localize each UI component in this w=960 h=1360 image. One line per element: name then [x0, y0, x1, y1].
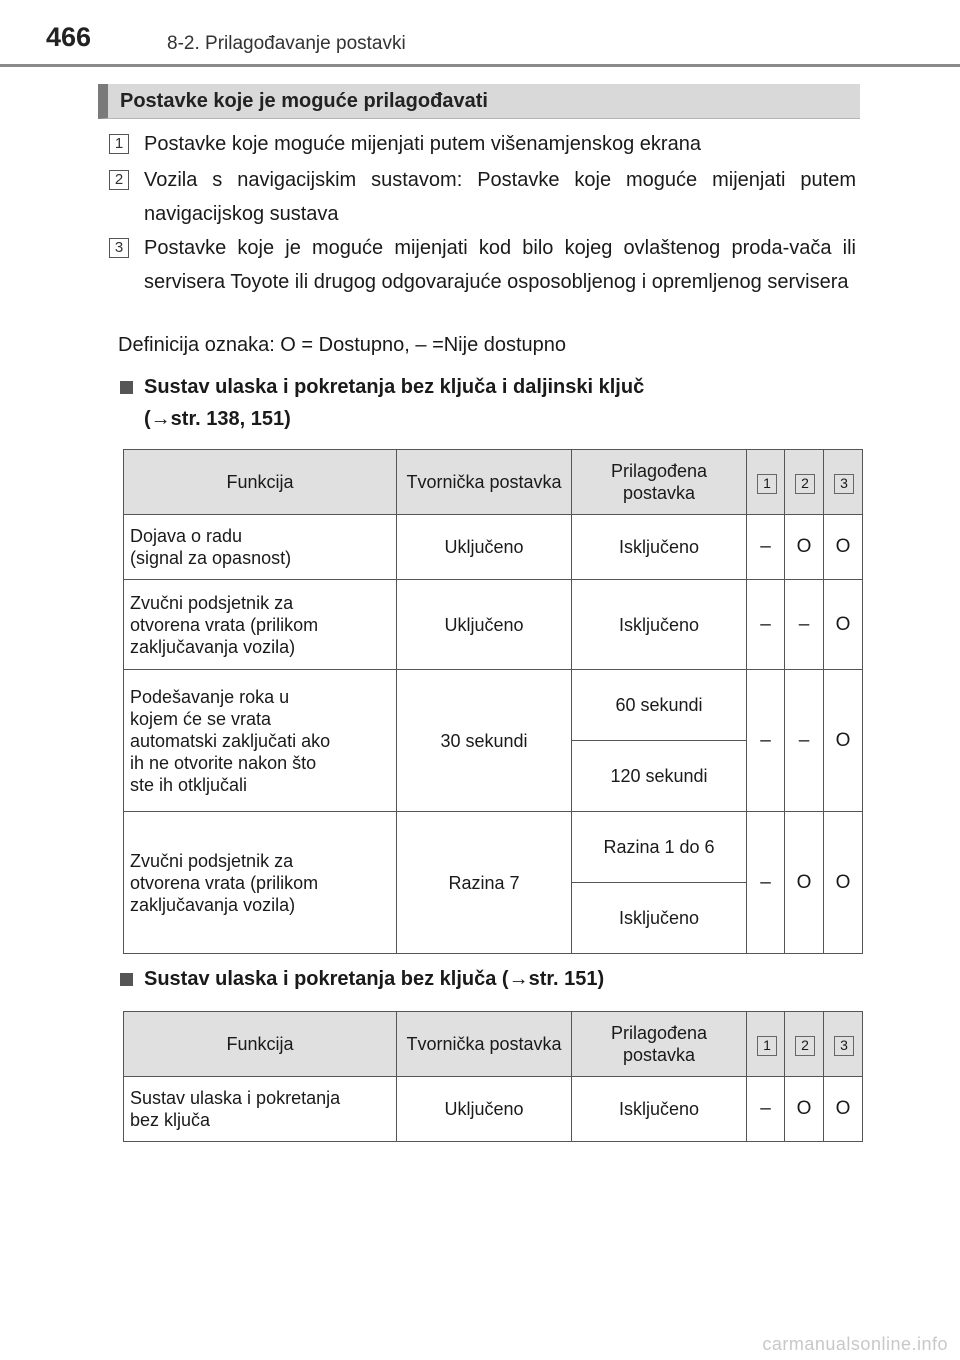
col-header-1 [747, 1012, 785, 1077]
col-header-prilagodena: Prilagođena postavka [572, 450, 747, 515]
cell-prilagodena: Isključeno [572, 580, 747, 670]
header-rule [0, 64, 960, 67]
col-header-2-num: 2 [795, 474, 815, 494]
cell-avail-2: O [785, 812, 824, 954]
col-header-3-num: 3 [834, 474, 854, 494]
subsection-bullet-1 [120, 381, 133, 394]
col-header-1-num: 1 [757, 1036, 777, 1056]
table-row [124, 515, 863, 580]
col-header-3 [824, 1012, 863, 1077]
table-row [124, 670, 863, 741]
cell-prilagodena: Isključeno [572, 1077, 747, 1142]
col-header-funkcija: Funkcija [124, 1012, 397, 1077]
section-heading-box [98, 84, 860, 119]
cell-prilagodena: Razina 1 do 6 [572, 812, 747, 883]
cell-prilagodena: 60 sekundi [572, 670, 747, 741]
subsection-bullet-2 [120, 973, 133, 986]
section-heading: Postavke koje je moguće prilagođavati [120, 90, 488, 112]
item-text-1: Postavke koje moguće mijenjati putem višenamjenskog ekrana [144, 133, 701, 155]
cell-avail-3: O [824, 812, 863, 954]
cell-funkcija: Zvučni podsjetnik za otvorena vrata (prilikom zaključavanja vozila) [124, 580, 397, 670]
table-row [124, 580, 863, 670]
cell-tvornicka: 30 sekundi [397, 670, 572, 812]
subsection-title-1-line1: Sustav ulaska i pokretanja bez ključa i daljinski ključ [144, 376, 645, 398]
cell-avail-1: – [747, 670, 785, 812]
cell-prilagodena: 120 sekundi [572, 741, 747, 812]
cell-avail-3: O [824, 1077, 863, 1142]
legend-text: Definicija oznaka: O = Dostupno, – =Nije dostupno [118, 334, 567, 356]
cell-tvornicka: Uključeno [397, 580, 572, 670]
footer-watermark: carmanualsonline.info [762, 1334, 948, 1354]
cell-funkcija: Dojava o radu (signal za opasnost) [124, 515, 397, 580]
cell-tvornicka: Uključeno [397, 1077, 572, 1142]
col-header-funkcija: Funkcija [124, 450, 397, 515]
subsection-title-1 [144, 372, 644, 434]
cell-avail-2: O [785, 515, 824, 580]
cell-funkcija: Sustav ulaska i pokretanja bez ključa [124, 1077, 397, 1142]
cell-avail-1: – [747, 515, 785, 580]
col-header-1 [747, 450, 785, 515]
table-row [124, 812, 863, 883]
subsection-title-2: Sustav ulaska i pokretanja bez ključa (→str. 151) [144, 968, 605, 990]
col-header-tvornicka: Tvornička postavka [397, 450, 572, 515]
table-row [124, 1077, 863, 1142]
cell-prilagodena: Isključeno [572, 883, 747, 954]
cell-prilagodena: Isključeno [572, 515, 747, 580]
cell-funkcija: Zvučni podsjetnik za otvorena vrata (prilikom zaključavanja vozila) [124, 812, 397, 954]
cell-avail-2: – [785, 580, 824, 670]
col-header-3 [824, 450, 863, 515]
item-text-3: Postavke koje je moguće mijenjati kod bilo kojeg ovlaštenog proda-vača ili servisera Toyote ili drugog odgovarajuće osposobljenog i opremljenog servisera [144, 237, 856, 293]
cell-tvornicka: Uključeno [397, 515, 572, 580]
cell-avail-3: O [824, 670, 863, 812]
settings-table-1 [123, 449, 863, 954]
item-number-3: 3 [109, 238, 129, 258]
cell-funkcija: Podešavanje roka u kojem će se vrata automatski zaključati ako ih ne otvorite nakon što ste ih otključali [124, 670, 397, 812]
cell-avail-3: O [824, 580, 863, 670]
cell-avail-1: – [747, 580, 785, 670]
col-header-tvornicka: Tvornička postavka [397, 1012, 572, 1077]
cell-avail-3: O [824, 515, 863, 580]
col-header-3-num: 3 [834, 1036, 854, 1056]
col-header-2 [785, 450, 824, 515]
cell-avail-1: – [747, 1077, 785, 1142]
cell-tvornicka: Razina 7 [397, 812, 572, 954]
col-header-2 [785, 1012, 824, 1077]
col-header-prilagodena: Prilagođena postavka [572, 1012, 747, 1077]
settings-table-2 [123, 1011, 863, 1142]
page-number: 466 [46, 22, 92, 52]
col-header-2-num: 2 [795, 1036, 815, 1056]
item-number-2: 2 [109, 170, 129, 190]
item-number-1: 1 [109, 134, 129, 154]
cell-avail-2: – [785, 670, 824, 812]
cell-avail-2: O [785, 1077, 824, 1142]
cell-avail-1: – [747, 812, 785, 954]
col-header-1-num: 1 [757, 474, 777, 494]
item-text-2: Vozila s navigacijskim sustavom: Postavke koje moguće mijenjati putem navigacijskog sustava [144, 169, 856, 225]
subsection-title-1-line2: (→str. 138, 151) [144, 408, 291, 430]
section-breadcrumb: 8-2. Prilagođavanje postavki [167, 33, 406, 54]
